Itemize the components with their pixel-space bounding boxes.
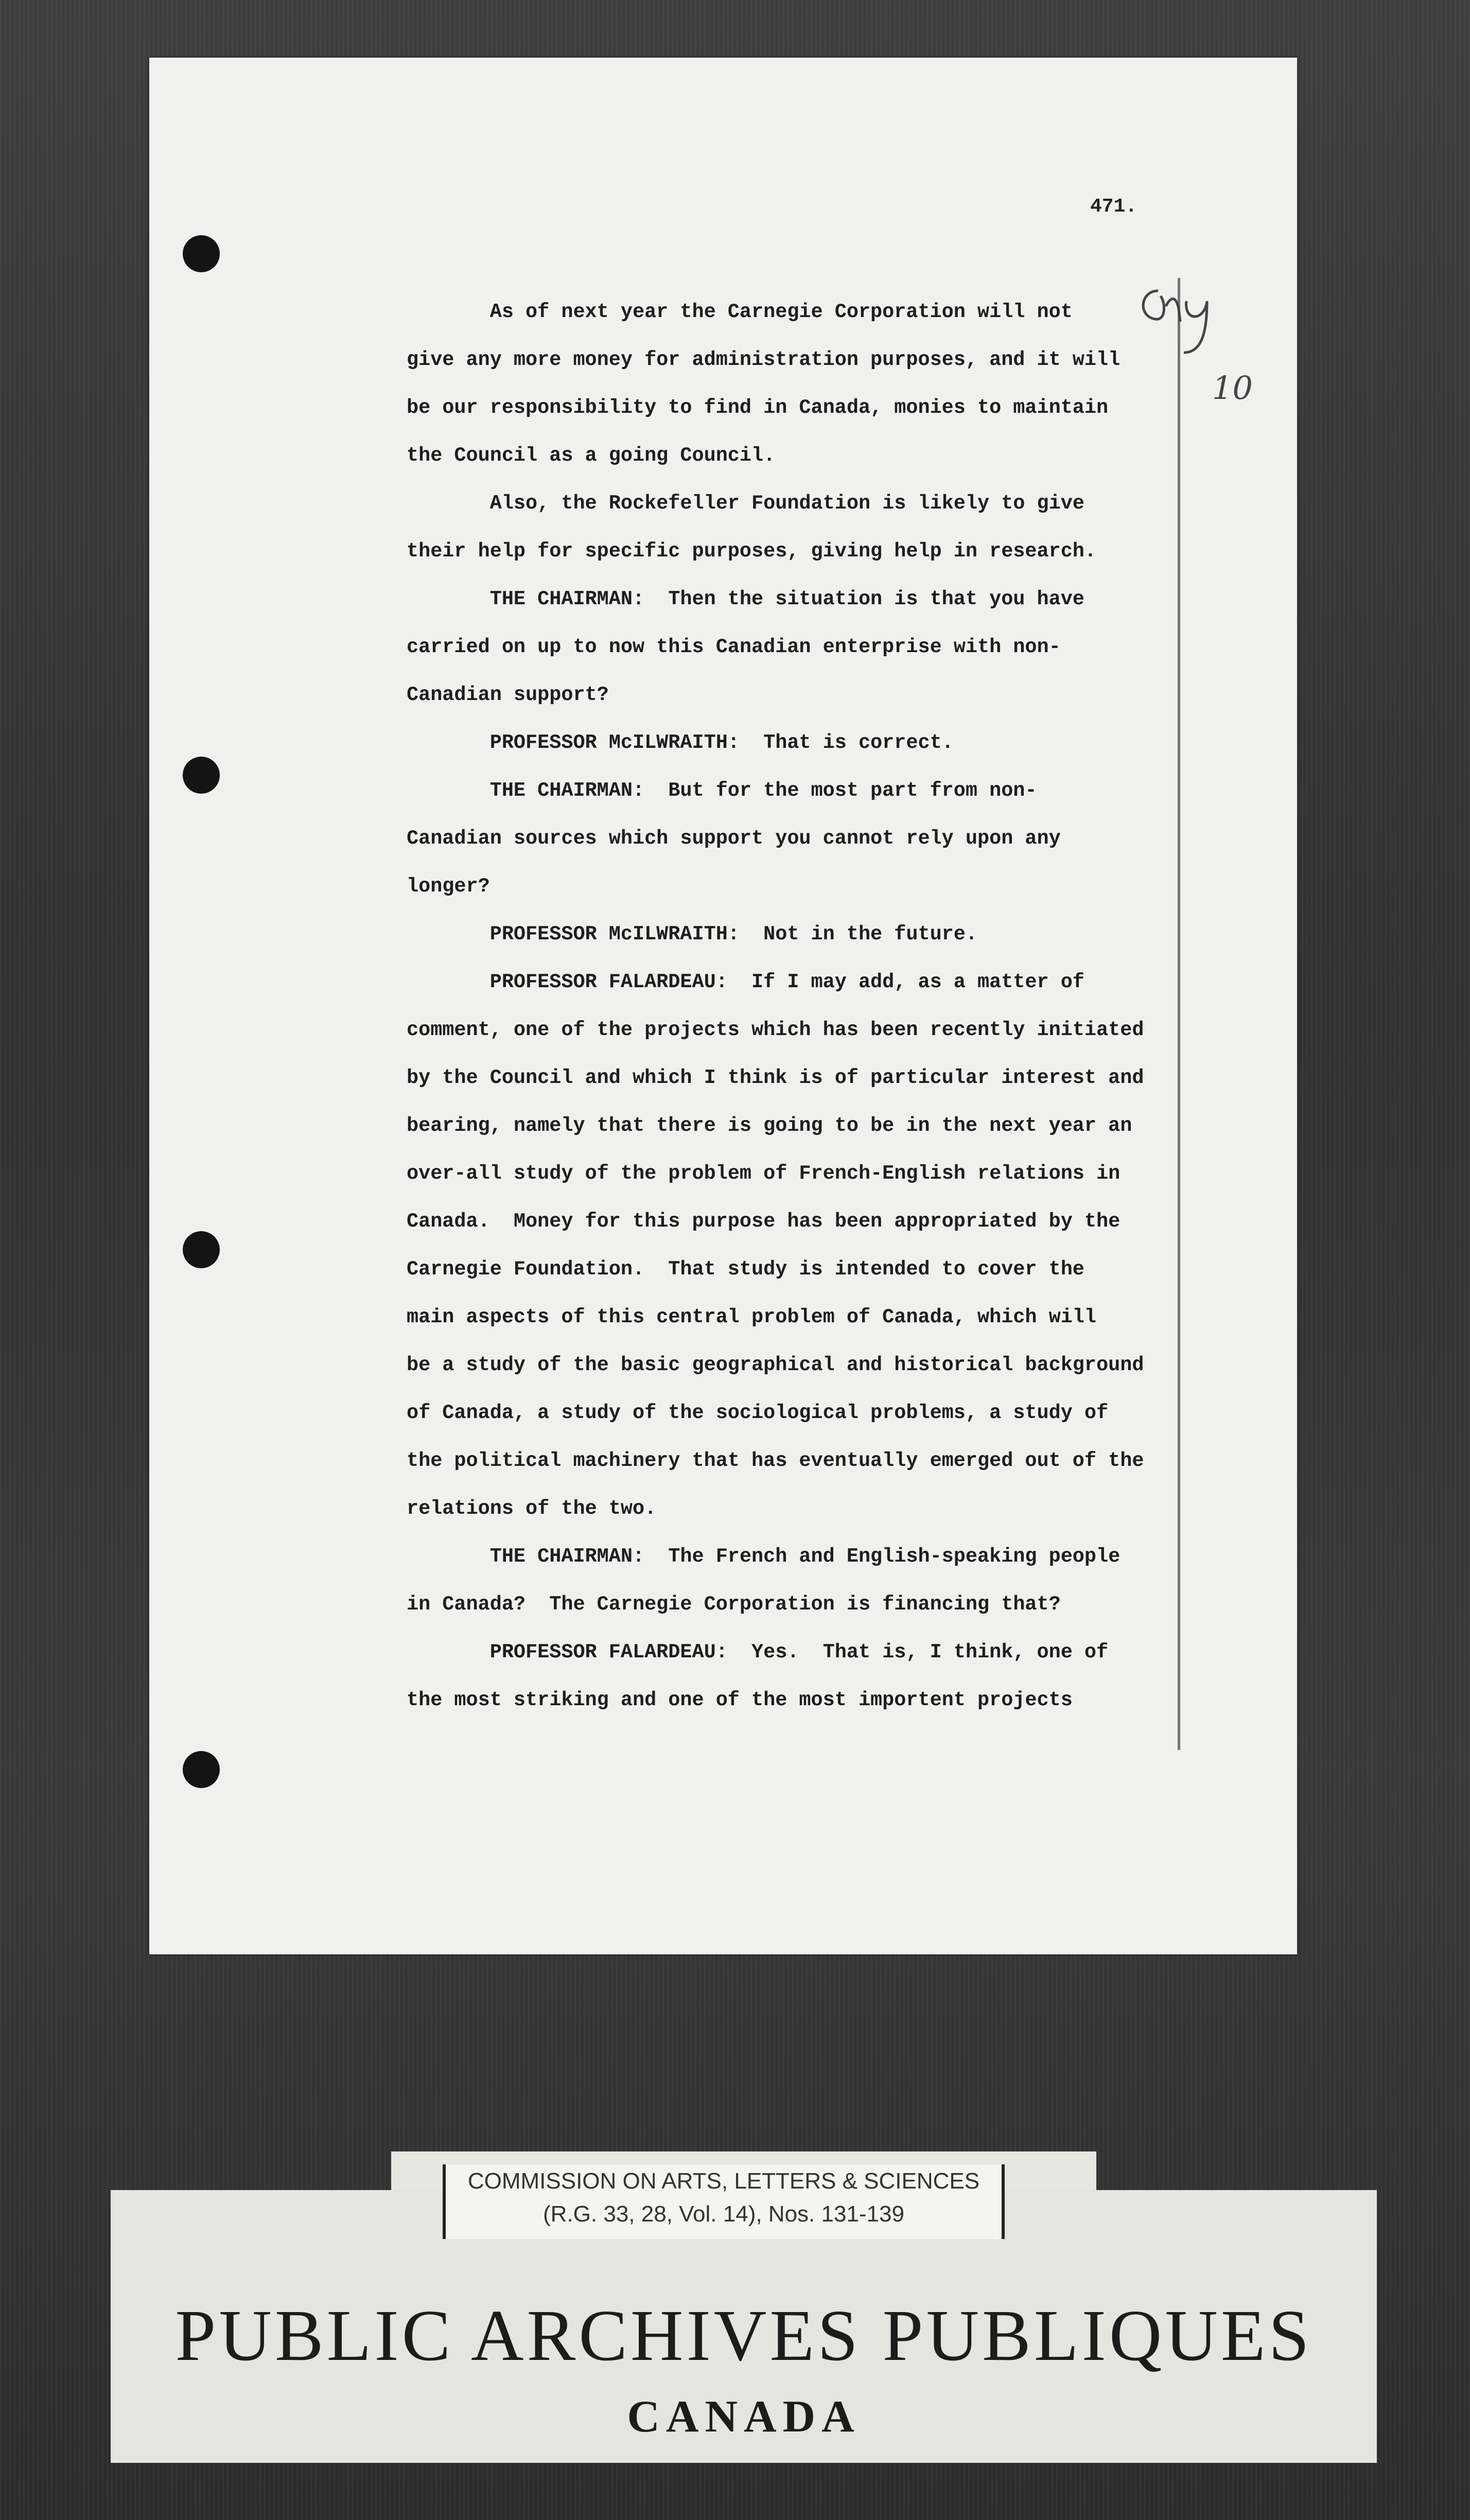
archive-title: PUBLIC ARCHIVES PUBLIQUES — [175, 2295, 1312, 2376]
transcript-line: Also, the Rockefeller Foundation is likely to give — [407, 492, 1084, 515]
punch-hole — [183, 1751, 220, 1788]
annotation-number: 10 — [1212, 369, 1253, 407]
transcript-line: Carnegie Foundation. That study is intended to cover the — [407, 1258, 1084, 1281]
handwritten-annotation — [1135, 275, 1253, 407]
collection-label-line2: (R.G. 33, 28, Vol. 14), Nos. 131-139 — [543, 2201, 904, 2227]
punch-hole — [183, 757, 220, 794]
transcript-line: relations of the two. — [407, 1497, 657, 1520]
transcript-line: over-all study of the problem of French-English relations in — [407, 1162, 1121, 1185]
transcript-line: be a study of the basic geographical and historical background — [407, 1354, 1144, 1376]
collection-label — [443, 2164, 1005, 2239]
transcript-line: of Canada, a study of the sociological problems, a study of — [407, 1402, 1109, 1424]
transcript-body — [407, 288, 1179, 1724]
transcript-line: main aspects of this central problem of Canada, which will — [407, 1306, 1097, 1328]
transcript-line: give any more money for administration purposes, and it will — [407, 348, 1121, 371]
punch-hole — [183, 235, 220, 272]
collection-label-line1: COMMISSION ON ARTS, LETTERS & SCIENCES — [467, 2168, 980, 2194]
transcript-line: PROFESSOR FALARDEAU: Yes. That is, I think, one of — [407, 1641, 1109, 1664]
transcript-line: be our responsibility to find in Canada, monies to maintain — [407, 396, 1109, 419]
page-number: 471. — [1090, 196, 1137, 218]
transcript-line: their help for specific purposes, giving help in research. — [407, 540, 1097, 563]
transcript-line: Canadian sources which support you cannot rely upon any — [407, 827, 1061, 850]
transcript-line: Canadian support? — [407, 684, 609, 706]
transcript-line: carried on up to now this Canadian enterprise with non- — [407, 636, 1061, 658]
transcript-line: THE CHAIRMAN: Then the situation is that you have — [407, 588, 1084, 610]
transcript-line: PROFESSOR McILWRAITH: That is correct. — [407, 731, 954, 754]
transcript-line: longer? — [407, 875, 490, 898]
transcript-line: As of next year the Carnegie Corporation will not — [407, 301, 1073, 323]
transcript-line: comment, one of the projects which has been recently initiated — [407, 1019, 1144, 1041]
transcript-line: THE CHAIRMAN: The French and English-speaking people — [407, 1545, 1121, 1568]
punch-hole — [183, 1231, 220, 1268]
transcript-line: PROFESSOR McILWRAITH: Not in the future. — [407, 923, 977, 946]
transcript-line: THE CHAIRMAN: But for the most part from non- — [407, 779, 1037, 802]
transcript-line: the political machinery that has eventually emerged out of the — [407, 1449, 1144, 1472]
transcript-line: PROFESSOR FALARDEAU: If I may add, as a matter of — [407, 971, 1084, 993]
transcript-line: the Council as a going Council. — [407, 444, 776, 467]
transcript-line: in Canada? The Carnegie Corporation is financing that? — [407, 1593, 1061, 1616]
transcript-line: Canada. Money for this purpose has been appropriated by the — [407, 1210, 1121, 1233]
transcript-line: bearing, namely that there is going to be in the next year an — [407, 1114, 1132, 1137]
archive-country: CANADA — [627, 2392, 861, 2442]
margin-mark-line — [1178, 278, 1180, 1750]
transcript-line: the most striking and one of the most importent projects — [407, 1689, 1073, 1711]
transcript-line: by the Council and which I think is of particular interest and — [407, 1066, 1144, 1089]
